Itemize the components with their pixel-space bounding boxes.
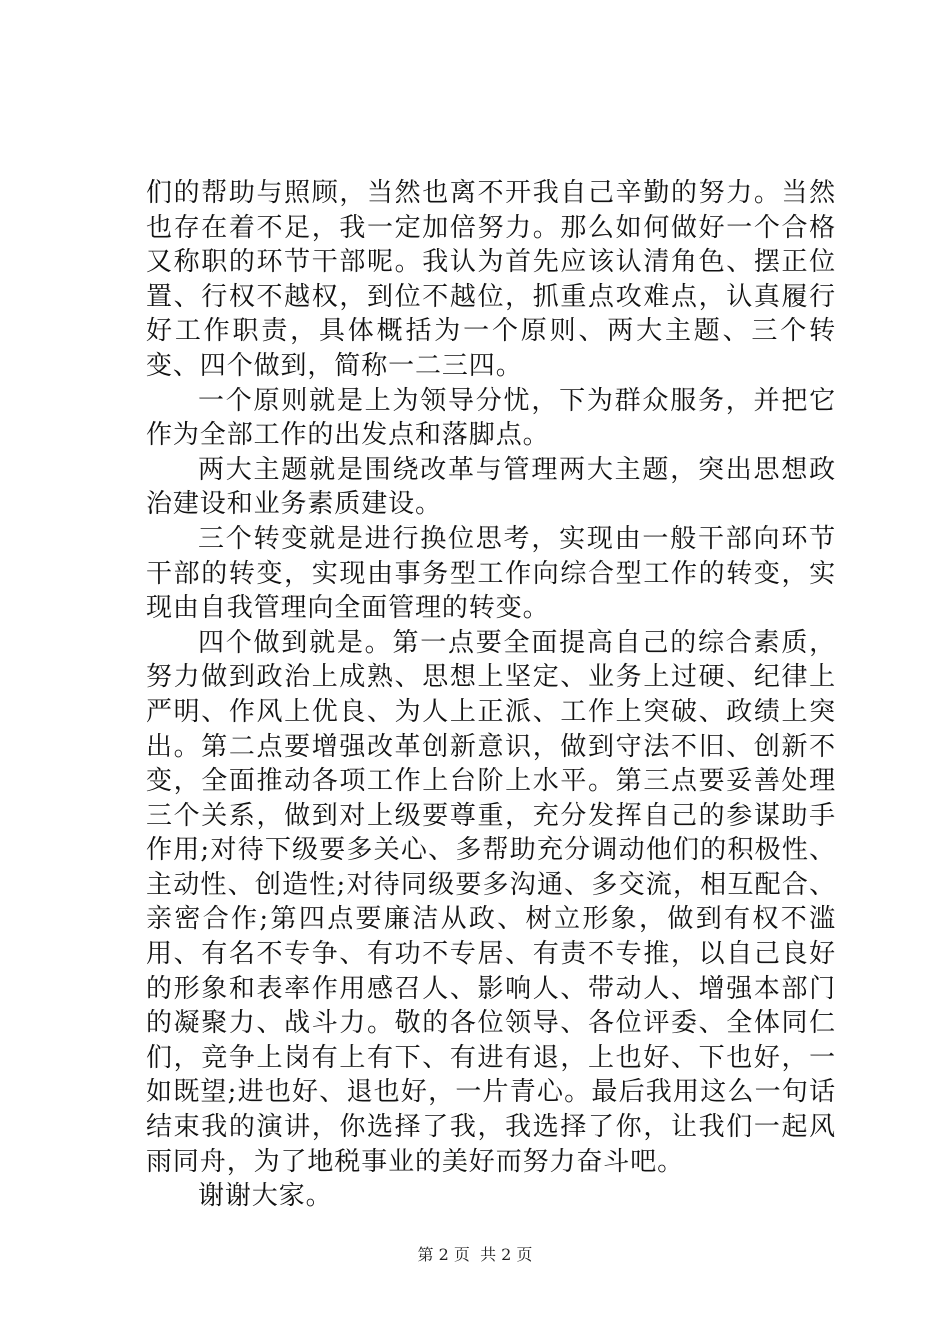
paragraph-transformations: 三个转变就是进行换位思考，实现由一般干部向环节干部的转变，实现由事务型工作向综合型工作的转变，实现由自我管理向全面管理的转变。 xyxy=(146,523,836,624)
paragraph-achievements: 四个做到就是。第一点要全面提高自己的综合素质，努力做到政治上成熟、思想上坚定、业务上过硬、纪律上严明、作风上优良、为人上正派、工作上突破、政绩上突出。第二点要增强改革创新意识，做到守法不旧、创新不变，全面推动各项工作上台阶上水平。第三点要妥善处理三个关系，做到对上级要尊重，充分发挥自己的参谋助手作用;对待下级要多关心、多帮助充分调动他们的积极性、主动性、创造性;对待同级要多沟通、多交流，相互配合、亲密合作;第四点要廉洁从政、树立形象，做到有权不滥用、有名不专争、有功不专居、有责不专推，以自己良好的形象和表率作用感召人、影响人、带动人、增强本部门的凝聚力、战斗力。敬的各位领导、各位评委、全体同仁们，竞争上岗有上有下、有进有退，上也好、下也好，一如既望;进也好、退也好，一片青心。最后我用这么一句话结束我的演讲，你选择了我，我选择了你，让我们一起风雨同舟，为了地税事业的美好而努力奋斗吧。 xyxy=(146,627,836,1177)
page-number-label: 第 2 页 共 2 页 xyxy=(417,1245,533,1264)
paragraph-principle: 一个原则就是上为领导分忧，下为群众服务，并把它作为全部工作的出发点和落脚点。 xyxy=(146,385,836,451)
page-footer xyxy=(0,1245,950,1265)
paragraph-themes: 两大主题就是围绕改革与管理两大主题，突出思想政治建设和业务素质建设。 xyxy=(146,454,836,520)
document-body xyxy=(146,176,836,1214)
paragraph-thanks: 谢谢大家。 xyxy=(198,1181,333,1212)
paragraph-1: 们的帮助与照顾，当然也离不开我自己辛勤的努力。当然也存在着不足，我一定加倍努力。那么如何做好一个合格又称职的环节干部呢。我认为首先应该认清角色、摆正位置、行权不越权，到位不越位，抓重点攻难点，认真履行好工作职责，具体概括为一个原则、两大主题、三个转变、四个做到，简称一二三四。 xyxy=(146,178,836,381)
